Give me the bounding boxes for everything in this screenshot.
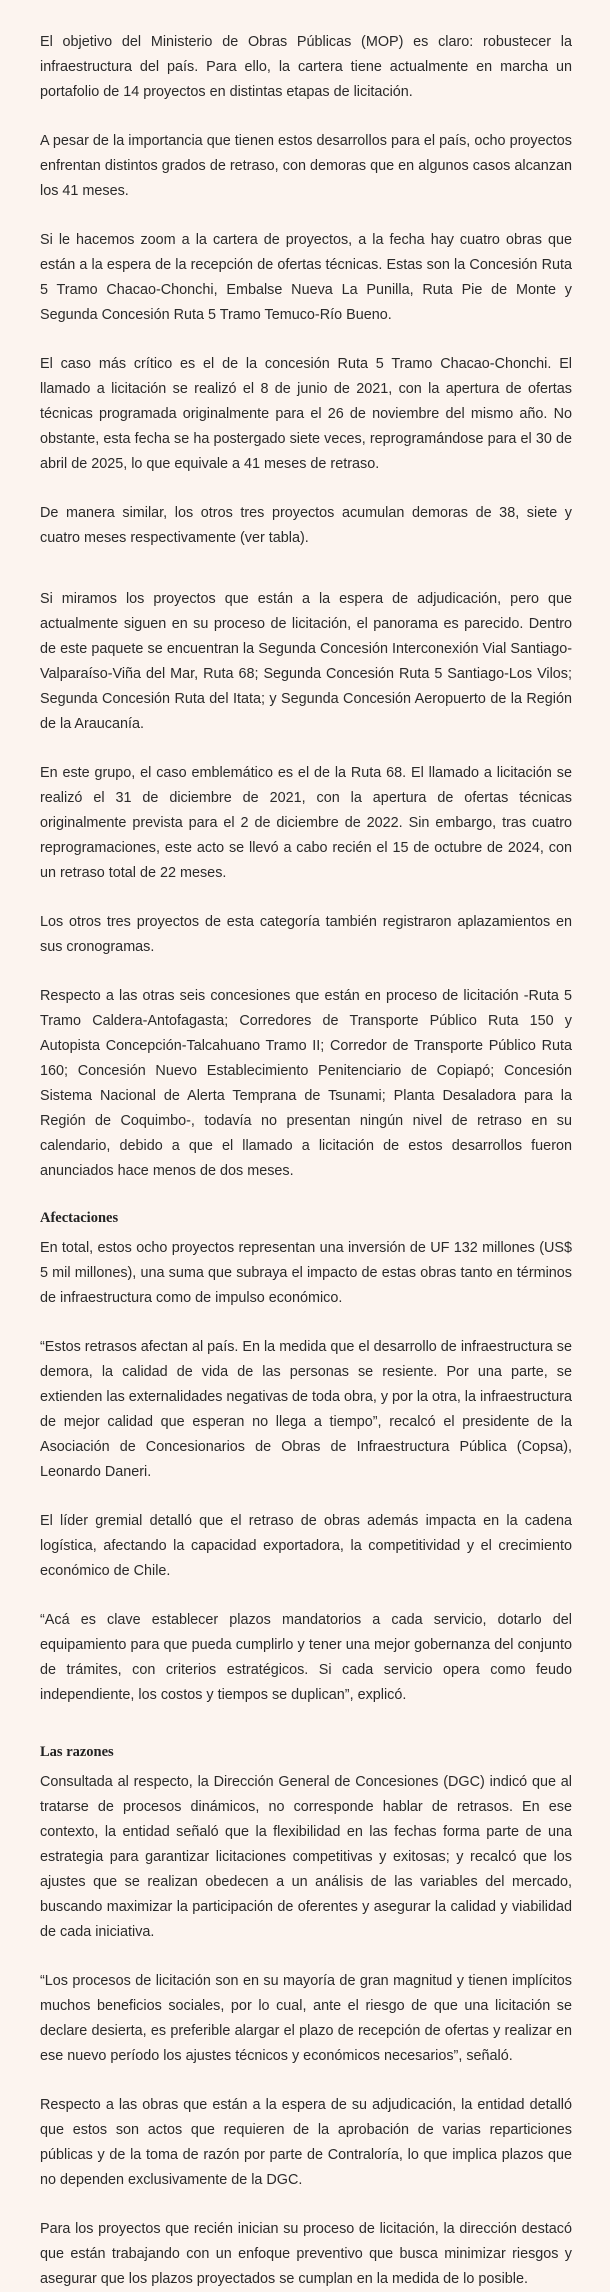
paragraph-adjudication-approval: Respecto a las obras que están a la espera de su adjudicación, la entidad detalló que estos son actos que requieren de la aprobación de varias reparticiones públicas y de la toma de razón por parte de Contraloría, lo que implica plazos que no dependen exclusivamente de la DGC. (40, 2097, 572, 2188)
paragraph-preventive-approach: Para los proyectos que recién inician su proceso de licitación, la dirección destacó que están trabajando con un enfoque preventivo que busca minimizar riesgos y asegurar que los plazos proyectados se cumplan en la medida de lo posible. (40, 2221, 572, 2287)
paragraph-awaiting-adjudication: Si miramos los proyectos que están a la espera de adjudicación, pero que actualmente siguen en su proceso de licitación, el panorama es parecido. Dentro de este paquete se encuentran la Segunda Concesión Interconexión Vial Santiago-Valparaíso-Viña del Mar, Ruta 68; Segunda Concesión Ruta 5 Santiago-Los Vilos; Segunda Concesión Ruta del Itata; y Segunda Concesión Aeropuerto de la Región de la Araucanía. (40, 591, 572, 732)
section-heading-afectaciones: Afectaciones (40, 1210, 119, 1226)
paragraph-delays: A pesar de la importancia que tienen estos desarrollos para el país, ocho proyectos enfrentan distintos grados de retraso, con demoras que en algunos casos alcanzan los 41 meses. (40, 133, 572, 199)
paragraph-six-concessions: Respecto a las otras seis concesiones que están en proceso de licitación -Ruta 5 Tramo Caldera-Antofagasta; Corredores de Transporte Público Ruta 150 y Autopista Concepción-Talcahuano Tramo II; Corredor de Transporte Público Ruta 160; Concesión Nuevo Establecimiento Penitenciario de Copiapó; Concesión Sistema Nacional de Alerta Temprana de Tsunami; Planta Desaladora para la Región de Coquimbo-, todavía no presentan ningún nivel de retraso en su calendario, debido a que el llamado a licitación de estos desarrollos fueron anunciados hace menos de dos meses. (40, 988, 572, 1179)
paragraph-investment: En total, estos ocho proyectos representan una inversión de UF 132 millones (US$ 5 mil millones), una suma que subraya el impacto de estas obras tanto en términos de infraestructura como de impulso económico. (40, 1240, 572, 1306)
paragraph-other-projects: De manera similar, los otros tres proyectos acumulan demoras de 38, siete y cuatro meses respectivamente (ver tabla). (40, 505, 572, 546)
paragraph-technical-offers: Si le hacemos zoom a la cartera de proyectos, a la fecha hay cuatro obras que están a la espera de la recepción de ofertas técnicas. Estas son la Concesión Ruta 5 Tramo Chacao-Chonchi, Embalse Nueva La Punilla, Ruta Pie de Monte y Segunda Concesión Ruta 5 Tramo Temuco-Río Bueno. (40, 232, 572, 323)
paragraph-dgc-response: Consultada al respecto, la Dirección General de Concesiones (DGC) indicó que al tratarse de procesos dinámicos, no corresponde hablar de retrasos. En ese contexto, la entidad señaló que la flexibilidad en las fechas forma parte de una estrategia para garantizar licitaciones competitivas y exitosas; y recalcó que los ajustes que se realizan obedecen a un análisis de las variables del mercado, buscando maximizar la participación de oferentes y asegurar la calidad y viabilidad de cada iniciativa. (40, 1774, 572, 1940)
paragraph-ruta-68: En este grupo, el caso emblemático es el de la Ruta 68. El llamado a licitación se realizó el 31 de diciembre de 2021, con la apertura de ofertas técnicas originalmente prevista para el 2 de diciembre de 2022. Sin embargo, tras cuatro reprogramaciones, este acto se llevó a cabo recién el 15 de octubre de 2024, con un retraso total de 22 meses. (40, 765, 572, 881)
paragraph-other-three: Los otros tres proyectos de esta categoría también registraron aplazamientos en sus cronogramas. (40, 914, 572, 955)
paragraph-quote-daneri: “Estos retrasos afectan al país. En la medida que el desarrollo de infraestructura se demora, la calidad de vida de las personas se resiente. Por una parte, se extienden las externalidades negativas de toda obra, y por la otra, la infraestructura de mejor calidad que esperan no llega a tiempo”, recalcó el presidente de la Asociación de Concesionarios de Obras de Infraestructura Pública (Copsa), Leonardo Daneri. (40, 1339, 572, 1480)
paragraph-quote-dgc: “Los procesos de licitación son en su mayoría de gran magnitud y tienen implícitos muchos beneficios sociales, por lo cual, ante el riesgo de que una licitación se declare desierta, es preferible alargar el plazo de recepción de ofertas y realizar en ese nuevo período los ajustes técnicos y económicos necesarios”, señaló. (40, 1973, 572, 2064)
paragraph-chacao-chonchi: El caso más crítico es el de la concesión Ruta 5 Tramo Chacao-Chonchi. El llamado a licitación se realizó el 8 de junio de 2021, con la apertura de ofertas técnicas programada originalmente para el 26 de noviembre del mismo año. No obstante, esta fecha se ha postergado siete veces, reprogramándose para el 30 de abril de 2025, lo que equivale a 41 meses de retraso. (40, 356, 572, 472)
paragraph-logistics: El líder gremial detalló que el retraso de obras además impacta en la cadena logística, afectando la capacidad exportadora, la competitividad y el crecimiento económico de Chile. (40, 1513, 572, 1579)
paragraph-intro: El objetivo del Ministerio de Obras Públicas (MOP) es claro: robustecer la infraestructura del país. Para ello, la cartera tiene actualmente en marcha un portafolio de 14 proyectos en distintas etapas de licitación. (40, 34, 572, 100)
paragraph-quote-mandatory: “Acá es clave establecer plazos mandatorios a cada servicio, dotarlo del equipamiento para que pueda cumplirlo y tener una mejor gobernanza del conjunto de trámites, con criterios estratégicos. Si cada servicio opera como feudo independiente, los costos y tiempos se duplican”, explicó. (40, 1612, 572, 1703)
section-heading-las-razones: Las razones (40, 1744, 114, 1760)
